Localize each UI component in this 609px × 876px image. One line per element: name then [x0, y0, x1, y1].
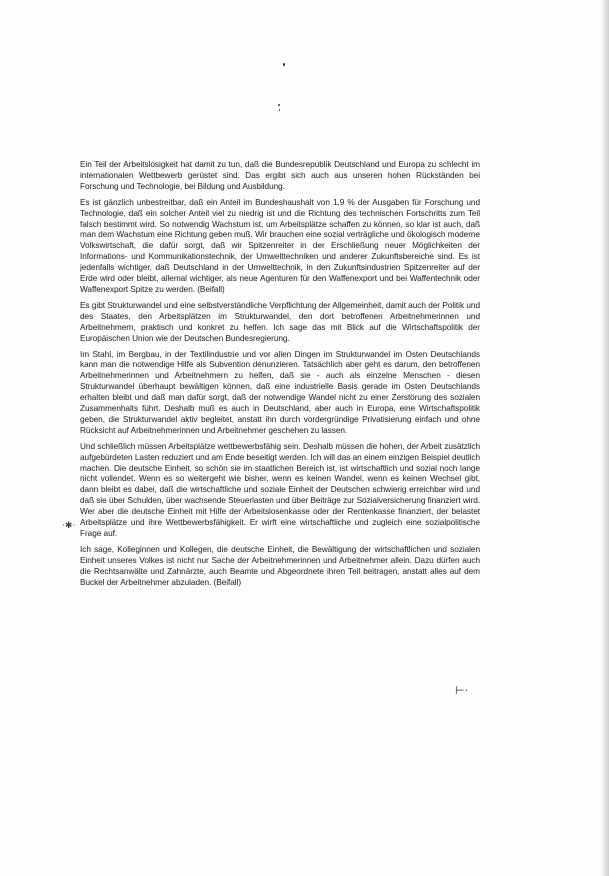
document-body	[80, 160, 480, 594]
margin-arrow-mark: ⊢·	[455, 684, 469, 697]
scan-speck	[283, 63, 285, 66]
paragraph: Im Stahl, im Bergbau, in der Textilindustrie und vor allen Dingen im Strukturwandel im Osten Deutschlands kann man die notwendige Hilfe als Subvention denunzieren. Tatsächlich aber geht es darum, den betroffenen Arbeitnehmerinnen und Arbeitnehmern zu helfen, daß sie - auch als einzelne Menschen - diesen Strukturwandel überhaupt bewältigen können, daß eine industrielle Basis gerade im Osten Deutschlands erhalten bleibt und daß man dafür sorgt, daß der notwendige Wandel nicht zu einer Zerstörung des sozialen Zusammenhalts führt. Deshalb muß es auch in Deutschland, aber auch in Europa, eine Wirtschaftspolitik geben, die Strukturwandel aktiv begleitet, anstatt ihn durch vordergründige Privatisierung einfach und ohne Rücksicht auf Arbeitnehmerinnen und Arbeitnehmer geschehen zu lassen.	[80, 349, 480, 435]
paragraph: Ich sage, Kolleginnen und Kollegen, die deutsche Einheit, die Bewältigung der wirtschaftlichen und sozialen Einheit unseres Volkes ist nicht nur Sache der Arbeitnehmerinnen und Arbeitnehmer allein. Dazu dürfen auch die Rechtsanwälte und Zahnärzte, auch Beamte und Abgeordnete ihren Teil beitragen, anstatt alles auf dem Buckel der Arbeitnehmer abzuladen. (Beifall)	[80, 544, 480, 587]
paragraph: Und schließlich müssen Arbeitsplätze wettbewerbsfähig sein. Deshalb müssen die hohen, der Arbeit zusätzlich aufgebürdeten Lasten reduziert und am Ende beseitigt werden. Ich will das an einem einzigen Beispiel deutlich machen. Die deutsche Einheit, so schön sie im staatlichen Bereich ist, ist wirtschaftlich und sozial noch lange nicht vollendet. Wenn es so weitergeht wie bisher, wenn es keinen Wandel, wenn es keinen Wechsel gibt, dann bleibt es dabei, daß die wirtschaftliche und soziale Einheit der Deutschen schwierig erreichbar wird und daß sie über Schulden, über wachsende Steuerlasten und über Beiträge zur Sozialversicherung finanziert wird. Wer aber die deutsche Einheit mit Hilfe der Arbeitslosenkasse oder der Rentenkasse finanziert, der belastet Arbeitsplätze und ihre Wettbewerbsfähigkeit. Er wirft eine wirtschaftliche und zugleich eine sozialpolitische Frage auf.	[80, 441, 480, 538]
paragraph: Es ist gänzlich unbestreitbar, daß ein Anteil im Bundeshaushalt von 1,9 % der Ausgaben für Forschung und Technologie, daß ein solcher Anteil viel zu niedrig ist und die Richtung des technischen Fortschritts zum Teil falsch bestimmt wird. So notwendig Wachstum ist, um Arbeitsplätze schaffen zu können, so klar ist auch, daß man dem Wachstum eine Richtung geben muß. Wir brauchen eine sozial verträgliche und ökologisch moderne Volkswirtschaft, die dafür sorgt, daß wir Spitzenreiter in der Erschließung neuer Möglichkeiten der Informations- und Kommunikationstechnik, der Umwelttechniken und anderer Zukunftsbereiche sind. Es ist jedenfalls wichtiger, daß Deutschland in der Umwelttechnik, in den Zukunftsindustrien Spitzenreiter auf der Erde wird oder bleibt, allemal wichtiger, als neue Agenturen für den Waffenexport und bei Waffentechnik oder Waffenexport Spitze zu werden. (Beifall)	[80, 197, 480, 294]
paragraph: Ein Teil der Arbeitslosigkeit hat damit zu tun, daß die Bundesrepublik Deutschland und Europa zu schlecht im internationalen Wettbewerb gerüstet sind. Das ergibt sich auch aus unseren hohen Rückständen bei Forschung und Technologie, bei Bildung und Ausbildung.	[80, 160, 480, 191]
page-edge-shadow	[601, 0, 609, 876]
paragraph: Es gibt Strukturwandel und eine selbstverständliche Verpflichtung der Allgemeinheit, damit auch der Politik und des Staates, den Arbeitsplätzen im Strukturwandel, den dort betroffenen Arbeitnehmerinnen und Arbeitnehmern, praktisch und konkret zu helfen. Ich sage das mit Blick auf die Wirtschaftspolitik der Europäischen Union wie der Deutschen Bundesregierung.	[80, 300, 480, 343]
scan-speck	[278, 104, 280, 106]
margin-dot-mark: ·✱·	[62, 521, 76, 531]
scan-speck	[279, 109, 280, 111]
